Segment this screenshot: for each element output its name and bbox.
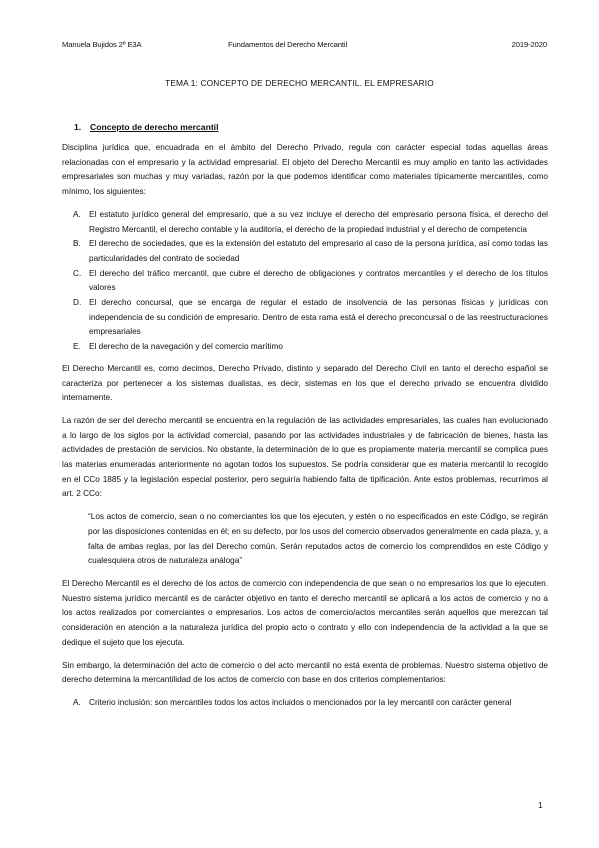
paragraph: El Derecho Mercantil es, como decimos, Derecho Privado, distinto y separado del Derecho Civil en tanto el derecho español se caracteriza por pertenecer a los sistemas dualistas, es decir, sistemas en los que el derecho privado se encuentra dividido internamente. [62, 363, 548, 403]
list-item [62, 296, 548, 340]
document-title: TEMA 1: CONCEPTO DE DERECHO MERCANTIL. EL EMPRESARIO [165, 78, 434, 88]
list-item [62, 267, 548, 296]
page-number: 1 [538, 800, 543, 810]
block-quote: “Los actos de comercio, sean o no comerciantes los que los ejecuten, y estén o no especificados en este Código, se regirán por las disposiciones contenidas en él; en su defecto, por los usos del comercio observados generalmente en cada plaza, y, a falta de ambas reglas, por las del Derecho común. Serán reputados actos de comercio los comprendidos en este Código y cualesquiera otros de naturaleza análoga” [88, 512, 548, 566]
header-author: Manuela Bujidos 2º E3A [62, 40, 142, 49]
list-item-label: C. [73, 268, 82, 278]
document-body [62, 141, 548, 718]
list-item [62, 340, 548, 355]
criteria-list [62, 696, 548, 711]
list-item [62, 208, 548, 237]
list-item-label: E. [73, 342, 81, 352]
paragraph: La razón de ser del derecho mercantil se encuentra en la regulación de las actividades empresariales, las cuales han evolucionado a lo largo de los siglos por la actividad comercial, pasando por las actividades industriales y de fabricación de bienes, hasta las actividades de prestación de servicios. No obstante, la determinación de lo que es propiamente materia mercantil se complica pues las materias enumeradas anteriormente no agotan todos los supuestos. Se podría considerar que es materia mercantil lo recogido en el CCo 1885 y la legislación especial posterior, pero seguiría habiendo falta de tipificación. Ante estos problemas, recurrimos al art. 2 CCo: [62, 415, 548, 499]
list-item [62, 237, 548, 266]
header-year: 2019-2020 [511, 40, 547, 49]
list-item-text: El estatuto jurídico general del empresario, que a su vez incluye el derecho del empresario persona física, el derecho del Registro Mercantil, el derecho contable y la auditoría, el derecho de la propiedad industrial y el derecho de competencia [89, 209, 548, 234]
list-item-text: El derecho de la navegación y del comercio marítimo [89, 342, 283, 352]
list-item-text: El derecho de sociedades, que es la extensión del estatuto del empresario al caso de la persona jurídica, así como todas las particularidades del contrato de sociedad [89, 239, 548, 263]
section-number: 1. [74, 122, 82, 132]
list-item [62, 696, 548, 711]
header-course: Fundamentos del Derecho Mercantil [228, 40, 348, 49]
page-header [62, 40, 547, 52]
list-item-text: El derecho del tráfico mercantil, que cubre el derecho de obligaciones y contratos mercantiles y el derecho de los títulos valores [89, 268, 548, 293]
list-item-label: B. [73, 239, 81, 249]
section-heading [74, 122, 218, 132]
paragraph: El Derecho Mercantil es el derecho de los actos de comercio con independencia de que sean o no empresarios los que lo ejecuten. Nuestro sistema jurídico mercantil es de carácter objetivo en tanto el derecho mercantil se aplicará a los actos de comercio y no a los actos realizados por comerciantes o empresarios. Los actos de comercio/actos mercantiles serán aquellos que merezcan tal consideración en atención a la naturaleza jurídica del propio acto o contrato y ello con independencia de la actividad a la que se dedique el sujeto que los ejecuta. [62, 578, 548, 647]
paragraph: Disciplina jurídica que, encuadrada en el ámbito del Derecho Privado, regula con carácter especial todas aquellas áreas relacionadas con el empresario y la actividad empresarial. El objeto del Derecho Mercantil es muy amplio en tanto las actividades empresariales son muchas y muy variadas, razón por la que podemos identificar como materiales típicamente mercantiles, como mínimo, los siguientes: [62, 143, 548, 197]
paragraph: Sin embargo, la determinación del acto de comercio o del acto mercantil no está exenta de problemas. Nuestro sistema objetivo de derecho determina la mercantilidad de los actos de comercio con base en dos criterios complementarios: [62, 660, 548, 685]
section-title: Concepto de derecho mercantil [90, 122, 219, 132]
list-item-label: A. [73, 697, 81, 707]
material-list [62, 208, 548, 355]
list-item-text: El derecho concursal, que se encarga de regular el estado de insolvencia de las personas físicas y jurídicas con independencia de su condición de empresario. Dentro de esta rama está el derecho preconcursal o de las reestructuraciones empresariales [89, 298, 548, 337]
list-item-label: A. [73, 209, 81, 219]
list-item-text: Criterio inclusión: son mercantiles todos los actos incluidos o mencionados por la ley mercantil con carácter general [89, 697, 512, 707]
list-item-label: D. [73, 298, 82, 308]
